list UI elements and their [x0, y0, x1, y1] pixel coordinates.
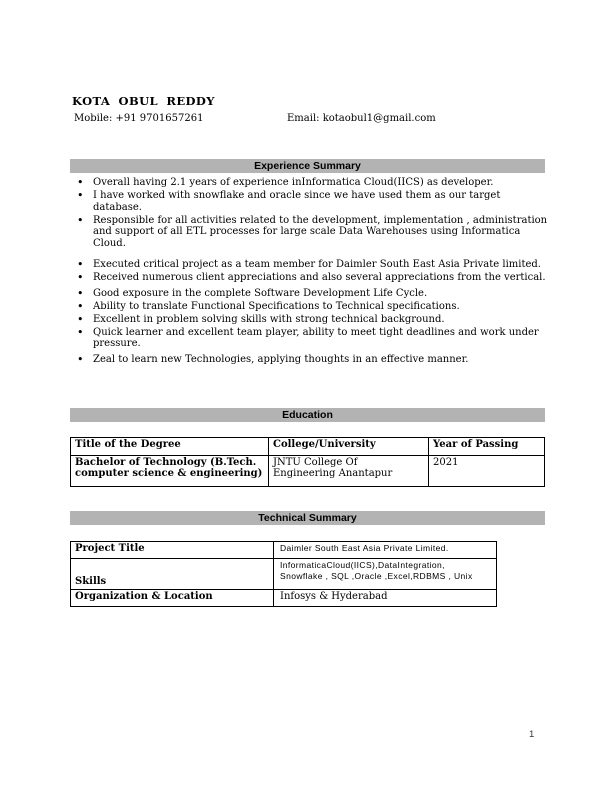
mobile-number: Mobile: +91 9701657261 [74, 113, 204, 124]
technical-summary-table [70, 541, 497, 607]
project-title-row [71, 542, 497, 559]
candidate-name: KOTA OBUL REDDY [72, 94, 215, 108]
column-header-degree: Title of the Degree [71, 438, 269, 456]
column-header-year: Year of Passing [429, 438, 545, 456]
bullet-item: • Responsible for all activities related to the development, implementation , administration and support of all ETL processes for large scale Data Warehouses using Informatica Cloud. [72, 215, 550, 250]
bullet-item: • Executed critical project as a team member for Daimler South East Asia Private limited. [72, 259, 550, 271]
organization-value: Infosys & Hyderabad [274, 590, 497, 607]
year-cell: 2021 [429, 456, 545, 487]
bullet-item: • Good exposure in the complete Software Development Life Cycle. [72, 288, 550, 300]
bullet-item: • Ability to translate Functional Specifications to Technical specifications. [72, 301, 550, 313]
page-number: 1 [529, 729, 535, 740]
education-header-row [71, 438, 545, 456]
project-title-label: Project Title [71, 542, 274, 559]
bullet-item: • I have worked with snowflake and oracle since we have used them as our target database. [72, 190, 550, 213]
skills-label: Skills [71, 559, 274, 590]
organization-row [71, 590, 497, 607]
experience-bullet-list [72, 177, 550, 367]
skills-value: InformaticaCloud(IICS),DataIntegration, Snowflake , SQL ,Oracle ,Excel,RDBMS , Unix [274, 559, 497, 590]
column-header-college: College/University [269, 438, 429, 456]
organization-label: Organization & Location [71, 590, 274, 607]
email-address: Email: kotaobul1@gmail.com [287, 113, 436, 124]
section-header-technical-summary: Technical Summary [70, 511, 545, 525]
education-table [70, 437, 545, 487]
bullet-item: • Overall having 2.1 years of experience inInformatica Cloud(IICS) as developer. [72, 177, 550, 189]
college-cell: JNTU College Of Engineering Anantapur [269, 456, 429, 487]
degree-cell: Bachelor of Technology (B.Tech. computer science & engineering) [71, 456, 269, 487]
section-header-experience-summary: Experience Summary [70, 159, 545, 173]
skills-row [71, 559, 497, 590]
bullet-item: • Zeal to learn new Technologies, applying thoughts in an effective manner. [72, 354, 550, 366]
project-title-value: Daimler South East Asia Private Limited. [274, 542, 497, 559]
section-header-education: Education [70, 408, 545, 422]
bullet-item: • Excellent in problem solving skills with strong technical background. [72, 314, 550, 326]
education-data-row [71, 456, 545, 487]
bullet-item: • Received numerous client appreciations and also several appreciations from the vertical. [72, 272, 550, 284]
bullet-item: • Quick learner and excellent team player, ability to meet tight deadlines and work under pressure. [72, 327, 550, 350]
